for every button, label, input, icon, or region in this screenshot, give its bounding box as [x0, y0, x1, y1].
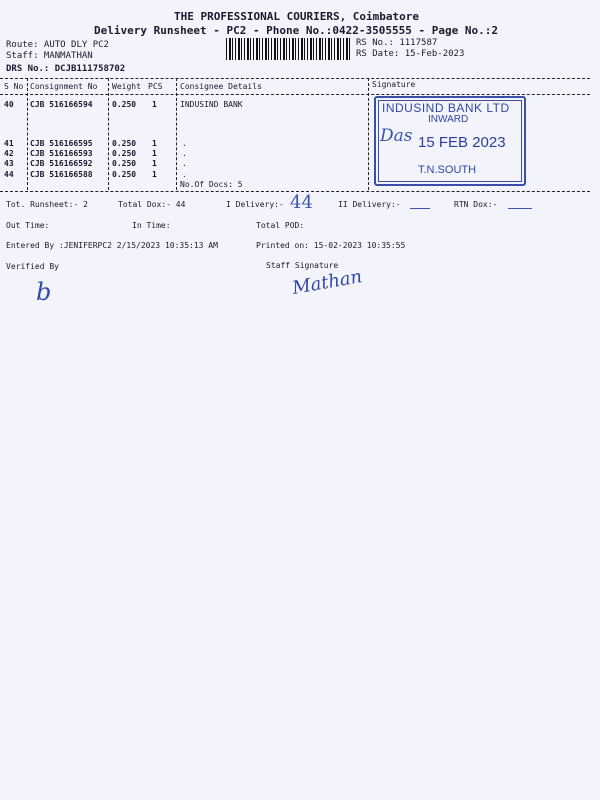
row-sno: 44 — [4, 170, 14, 179]
col-divider — [27, 78, 28, 190]
row-pcs: 1 — [152, 170, 157, 179]
verified-mark: b — [36, 278, 52, 306]
row-pcs: 1 — [152, 149, 157, 158]
row-pcs: 1 — [152, 100, 157, 109]
row-weight: 0.250 — [112, 159, 137, 168]
bank-stamp — [374, 96, 526, 186]
col-consignee-header: Consignee Details — [180, 82, 262, 91]
table-top-rule — [0, 78, 590, 79]
col-consignment-header: Consignment No — [30, 82, 98, 91]
runsheet-title: Delivery Runsheet - PC2 - Phone No.:0422-3505555 - Page No.:2 — [94, 24, 498, 37]
stamp-date: 15 FEB 2023 — [418, 134, 506, 151]
col-signature-header: Signature — [372, 80, 416, 89]
stamp-initials: Das — [380, 126, 413, 146]
row-pcs: 1 — [152, 139, 157, 148]
row-weight: 0.250 — [112, 170, 137, 179]
row-consignee: . — [182, 159, 187, 168]
i-delivery-label: I Delivery:- — [226, 200, 284, 209]
tot-runsheet: Tot. Runsheet:- 2 — [6, 200, 88, 209]
staff-label: Staff: MANMATHAN — [6, 51, 93, 61]
stamp-region: T.N.SOUTH — [418, 164, 477, 176]
row-weight: 0.250 — [112, 100, 137, 109]
row-sno: 40 — [4, 100, 14, 109]
stamp-inward: INWARD — [428, 114, 469, 125]
rs-number: RS No.: 1117587 — [356, 38, 438, 48]
row-consignee: . — [182, 170, 187, 179]
row-consignment: CJB 516166588 — [30, 170, 93, 179]
total-dox: Total Dox:- 44 — [118, 200, 186, 209]
row-pcs: 1 — [152, 159, 157, 168]
out-time: Out Time: — [6, 221, 50, 230]
rtn-dox-label: RTN Dox:- — [454, 200, 498, 209]
drs-number: DRS No.: DCJB111758702 — [6, 64, 126, 74]
in-time: In Time: — [132, 221, 171, 230]
i-delivery-handwritten: 44 — [290, 192, 313, 213]
col-sno-header: S No — [4, 82, 24, 91]
total-pod: Total POD: — [256, 221, 305, 230]
row-sno: 43 — [4, 159, 14, 168]
row-consignment: CJB 516166593 — [30, 149, 93, 158]
rs-date: RS Date: 15-Feb-2023 — [356, 49, 465, 59]
printed-on: Printed on: 15-02-2023 10:35:55 — [256, 241, 406, 250]
col-divider — [176, 78, 177, 190]
row-consignee: . — [182, 149, 187, 158]
row-sno: 42 — [4, 149, 14, 158]
staff-signature-label: Staff Signature — [266, 261, 339, 270]
row-consignment: CJB 516166595 — [30, 139, 93, 148]
barcode — [226, 38, 350, 60]
no-of-docs: No.Of Docs: 5 — [180, 180, 243, 189]
row-weight: 0.250 — [112, 149, 137, 158]
row-consignment: CJB 516166594 — [30, 100, 93, 109]
stamp-bank-name: INDUSIND BANK LTD — [382, 101, 510, 115]
company-title: THE PROFESSIONAL COURIERS, Coimbatore — [174, 10, 420, 23]
rtn-dox-dash — [508, 208, 532, 209]
ii-delivery-dash — [410, 208, 430, 209]
row-consignee: . — [182, 139, 187, 148]
staff-signature-handwritten: Mathan — [290, 266, 364, 299]
entered-by: Entered By :JENIFERPC2 2/15/2023 10:35:13 AM — [6, 241, 218, 250]
row-sno: 41 — [4, 139, 14, 148]
row-weight: 0.250 — [112, 139, 137, 148]
col-pcs-header: PCS — [148, 82, 163, 91]
col-divider — [368, 78, 369, 190]
col-weight-header: Weight — [112, 82, 141, 91]
row-consignment: CJB 516166592 — [30, 159, 93, 168]
verified-by-label: Verified By — [6, 262, 59, 271]
table-header-rule — [0, 94, 590, 95]
route-label: Route: AUTO DLY PC2 — [6, 40, 109, 50]
ii-delivery-label: II Delivery:- — [338, 200, 401, 209]
col-divider — [108, 78, 109, 190]
row-consignee: INDUSIND BANK — [180, 100, 243, 109]
